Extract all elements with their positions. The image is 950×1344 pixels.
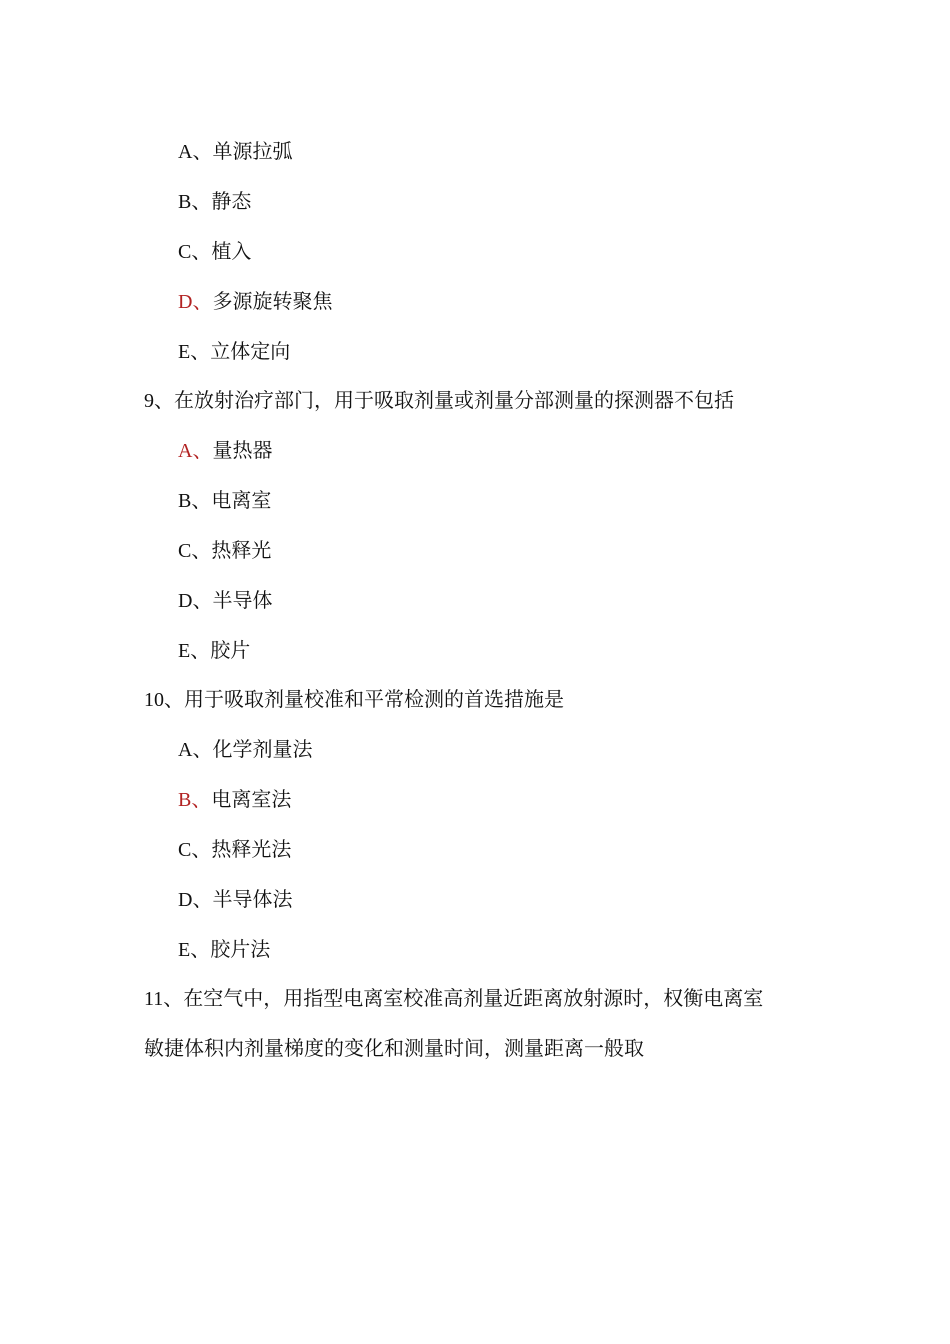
option-text: 胶片 <box>210 638 251 662</box>
option-letter: D <box>178 590 193 612</box>
question-number: 10、 <box>144 689 184 711</box>
option-text: 半导体 <box>212 588 273 612</box>
option-text: 热释光法 <box>211 837 292 861</box>
option-separator: 、 <box>190 937 211 961</box>
q10-option-e <box>178 935 270 964</box>
option-separator: 、 <box>192 737 213 761</box>
option-separator: 、 <box>192 438 213 462</box>
question-text: 在空气中，用指型电离室校准高剂量近距离放射源时，权衡电离室 <box>183 986 764 1010</box>
option-separator: 、 <box>192 139 213 163</box>
option-text: 半导体法 <box>212 887 293 911</box>
option-letter: C <box>178 839 192 861</box>
option-separator: 、 <box>192 588 213 612</box>
q8-option-d-correct <box>178 287 332 316</box>
option-letter: D <box>178 291 193 313</box>
option-text: 化学剂量法 <box>212 737 313 761</box>
option-separator: 、 <box>190 638 211 662</box>
option-text: 电离室 <box>211 488 272 512</box>
option-separator: 、 <box>191 189 212 213</box>
q9-option-a-correct <box>178 436 272 465</box>
q9-option-d <box>178 586 272 615</box>
option-letter: C <box>178 241 192 263</box>
question-text: 在放射治疗部门，用于吸取剂量或剂量分部测量的探测器不包括 <box>174 388 734 412</box>
question-text-continued: 敏捷体积内剂量梯度的变化和测量时间，测量距离一般取 <box>144 1036 644 1060</box>
q8-option-a <box>178 137 292 166</box>
question-number: 11、 <box>144 988 184 1010</box>
option-text: 植入 <box>211 239 252 263</box>
option-letter: A <box>178 141 193 163</box>
question-11-line-2 <box>144 1034 644 1062</box>
option-text: 胶片法 <box>210 937 271 961</box>
option-letter: E <box>178 939 191 961</box>
option-text: 单源拉弧 <box>212 139 293 163</box>
option-text: 静态 <box>211 189 252 213</box>
q9-option-e <box>178 636 250 665</box>
q8-option-b <box>178 187 251 216</box>
option-letter: A <box>178 739 193 761</box>
option-letter: B <box>178 789 192 811</box>
option-text: 电离室法 <box>211 787 292 811</box>
question-10 <box>144 685 564 714</box>
question-number: 9、 <box>144 390 174 412</box>
option-letter: A <box>178 440 193 462</box>
option-separator: 、 <box>190 339 211 363</box>
q10-option-d <box>178 885 292 914</box>
option-letter: C <box>178 540 192 562</box>
question-9 <box>144 386 734 415</box>
option-text: 多源旋转聚焦 <box>212 289 333 313</box>
option-letter: B <box>178 490 192 512</box>
q10-option-b-correct <box>178 785 291 814</box>
question-11-line-1 <box>144 984 763 1013</box>
option-separator: 、 <box>191 488 212 512</box>
option-separator: 、 <box>192 887 213 911</box>
q8-option-c <box>178 237 251 266</box>
q9-option-c <box>178 536 271 565</box>
option-letter: E <box>178 341 191 363</box>
option-text: 热释光 <box>211 538 272 562</box>
q9-option-b <box>178 486 271 515</box>
option-separator: 、 <box>191 787 212 811</box>
question-text: 用于吸取剂量校准和平常检测的首选措施是 <box>184 687 564 711</box>
option-separator: 、 <box>191 837 212 861</box>
option-text: 立体定向 <box>210 339 291 363</box>
option-letter: D <box>178 889 193 911</box>
option-text: 量热器 <box>212 438 273 462</box>
option-letter: B <box>178 191 192 213</box>
option-separator: 、 <box>192 289 213 313</box>
q8-option-e <box>178 337 290 366</box>
option-separator: 、 <box>191 538 212 562</box>
q10-option-c <box>178 835 291 864</box>
option-letter: E <box>178 640 191 662</box>
q10-option-a <box>178 735 312 764</box>
option-separator: 、 <box>191 239 212 263</box>
